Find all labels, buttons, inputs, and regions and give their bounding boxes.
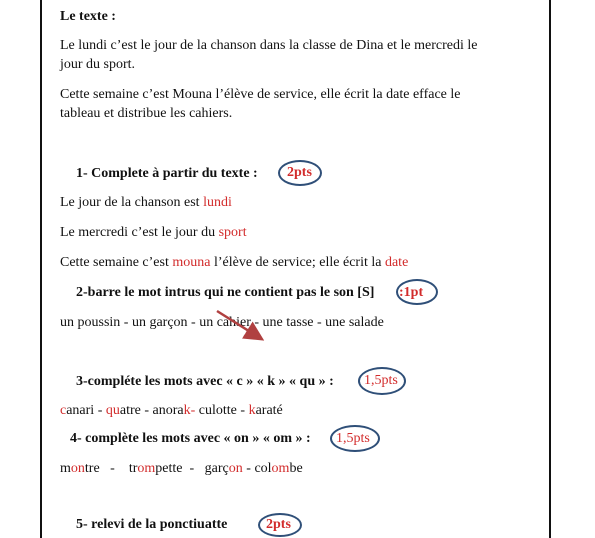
q3-sep-1: - (94, 403, 106, 418)
text-paragraph-1-line-1: Le lundi c’est le jour de la chanson dans la classe de Dina et le mercredi le (60, 38, 478, 53)
q4-word-3-b: on (228, 461, 243, 476)
q3-heading: 3-compléte les mots avec « c » « k » « qu » : (76, 374, 334, 389)
q3-words (60, 402, 283, 420)
q4-word-3-a: garç (204, 461, 229, 476)
q1-line-1-text: Le jour de la chanson est (60, 195, 204, 210)
q1-line-3-text-b: l’élève de service; elle écrit la (210, 255, 385, 270)
q4-word-4-a: col (254, 461, 272, 476)
q1-line-3-answer-1: mouna (172, 255, 211, 270)
q3-word-2-rest: atre (119, 403, 141, 418)
q3-word-2-letter: qu (105, 403, 120, 418)
q4-sep-3: - (242, 461, 255, 476)
q3-word-1-letter: c (60, 403, 67, 418)
q4-word-4-c: be (289, 461, 303, 476)
text-paragraph-2-line-2: tableau et distribue les cahiers. (60, 106, 233, 121)
q5-points: 2pts (266, 517, 291, 532)
q4-word-1-b: on (70, 461, 85, 476)
q1-points: 2pts (287, 165, 312, 180)
q4-heading: 4- complète les mots avec « on » « om » : (70, 431, 311, 446)
q1-line-3-answer-2: date (384, 255, 409, 270)
q3-word-4-rest: araté (255, 403, 283, 418)
q1-line-2-text: Le mercredi c’est le jour du (60, 225, 219, 240)
q4-word-4-b: om (271, 461, 290, 476)
q4-words (60, 460, 303, 478)
text-paragraph-1-line-2: jour du sport. (60, 57, 136, 72)
q3-points: 1,5pts (364, 373, 398, 388)
q3-word-3-letter: k- (183, 403, 196, 418)
q3-sep-3: culotte - (195, 403, 249, 418)
q1-line-2-answer: sport (218, 225, 247, 240)
q4-word-2-c: pette (155, 461, 183, 476)
q3-word-3-start: anora (152, 403, 184, 418)
text-paragraph-2-line-1: Cette semaine c’est Mouna l’élève de service, elle écrit la date efface le (60, 87, 461, 102)
q4-points: 1,5pts (336, 431, 370, 446)
q1-heading: 1- Complete à partir du texte : (76, 166, 258, 181)
q4-sep-1: - (99, 461, 129, 476)
q2-words: un poussin - un garçon - un cahier - une tasse - une salade (60, 315, 384, 330)
q1-line-3-text-a: Cette semaine c’est (60, 255, 173, 270)
q4-word-1-c: tre (84, 461, 100, 476)
q5-heading: 5- relevi de la ponctiuatte (76, 517, 228, 532)
q2-points: :1pt (399, 285, 424, 300)
q2-heading: 2-barre le mot intrus qui ne contient pas le son [S] (76, 285, 375, 300)
q3-word-1-rest: anari (66, 403, 95, 418)
q1-line-1-answer: lundi (203, 195, 232, 210)
q4-word-2-b: om (137, 461, 156, 476)
q3-word-4-letter: k (248, 403, 256, 418)
q4-word-1-a: m (60, 461, 71, 476)
q3-sep-2: - (140, 403, 153, 418)
text-title: Le texte : (60, 9, 116, 24)
q4-sep-2: - (182, 461, 205, 476)
q4-word-2-a: tr (128, 461, 138, 476)
